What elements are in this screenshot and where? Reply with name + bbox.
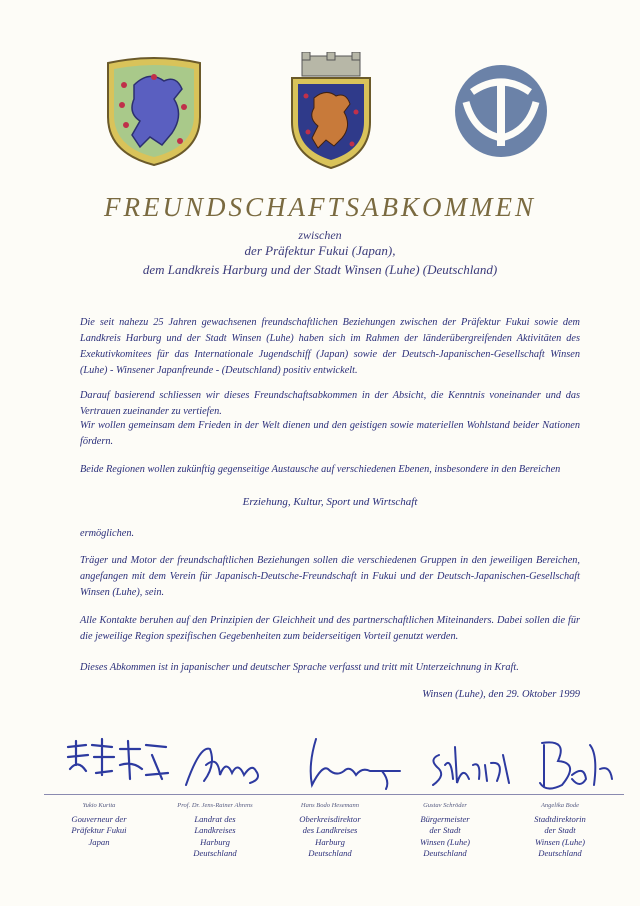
paragraph-2a: Darauf basierend schliessen wir dieses Freundschaftsabkommen in der Absicht, die Kenntnis voneinander und das Vertrauen zueinander zu vertiefen. [80,390,580,417]
signatory-role: Gouverneur der [71,813,127,824]
signatory-role: des Landkreises [302,825,358,835]
signature-ahrens [180,735,270,791]
signatory-ahrens [160,800,270,860]
paragraph-1: Die seit nahezu 25 Jahren gewachsenen freundschaftlichen Beziehungen zwischen der Präfektur Fukui sowie dem Landkreis Harburg und der Stadt Winsen (Luhe) haben sich im Rahmen der länderübergreifenden Aktivitäten des Exekutivkomitees für das Internationale Jugendschiff (Japan) sowie der Deutsch-Japanischen-Gesellschaft Winsen (Luhe) - Winsener Japanfreunde - (Deutschland) positiv entwickelt. [80,317,580,376]
signatory-role: Bürgermeister [420,813,470,824]
subtitle-between: zwischen [298,228,342,242]
signatory-name: Prof. Dr. Jens-Rainer Ahrens [177,802,253,809]
signatory-name: Hans Bodo Hesemann [300,802,360,809]
paragraph-6: Dieses Abkommen ist in japanischer und deutscher Sprache verfasst und tritt mit Unterzeichnung in Kraft. [80,662,519,673]
signatory-role: Deutschland [308,848,352,858]
signatory-hesemann [275,800,385,860]
signatory-name: Angelika Bode [540,802,580,809]
harburg-crest-icon [104,55,204,167]
signatory-role: Deutschland [193,848,237,858]
signatory-bode [505,800,615,860]
paragraph-2b: Wir wollen gemeinsam dem Frieden in der Welt dienen und den geistigen sowie materiellen Wohlstand beider Nationen fördern. [80,420,580,447]
signature-hesemann [298,735,408,791]
signatory-role: Japan [88,836,110,847]
subtitle-party-harburg-winsen: dem Landkreis Harburg und der Stadt Winsen (Luhe) (Deutschland) [142,262,498,277]
winsen-crest-icon [288,52,374,170]
document-title: FREUNDSCHAFTSABKOMMEN [104,192,536,222]
signatory-role: Harburg [315,836,345,847]
subtitle-party-fukui: der Präfektur Fukui (Japan), [244,243,396,258]
signatory-role: der Stadt [544,825,576,835]
paragraph-5: Alle Kontakte beruhen auf den Prinzipien der Gleichheit und des partnerschaftlichen Miteinanders. Dabei sollen die für die jeweilige Region spezifischen Gegebenheiten zum beiderseitigen Vorteil genutzt werden. [80,615,580,642]
paragraph-3-end: ermöglichen. [80,528,135,539]
signatory-role: Landrat des [194,813,236,824]
signatory-name: Gustav Schröder [423,802,467,809]
signatory-role: Winsen (Luhe) [420,836,470,847]
signatory-role: Landkreises [194,825,236,835]
signatory-role: Deutschland [423,848,467,858]
signatory-role: Winsen (Luhe) [535,836,585,847]
fukui-emblem-icon [452,62,550,160]
signature-kurita [62,735,172,791]
signatory-role: Harburg [200,836,230,847]
signatory-kurita [44,800,154,848]
paragraph-4: Träger und Motor der freundschaftlichen Beziehungen sollen die verschiedenen Gruppen in den jeweiligen Bereichen, angefangen mit dem Verein für Japanisch-Deutsche-Freundschaft in Fukui und der Deutsch-Japanischen-Gesellschaft Winsen (Luhe), sein. [80,555,580,598]
signatory-role: Präfektur Fukui [71,825,127,835]
signatory-role: Stadtdirektorin [534,813,586,824]
signature-schroeder [425,735,517,791]
paragraph-3: Beide Regionen wollen zukünftig gegenseitige Austausche auf verschiedenen Ebenen, insbesondere in den Bereichen [80,464,561,475]
signatory-role: Deutschland [538,848,582,858]
signatory-role: Oberkreisdirektor [299,813,361,824]
paragraph-3-areas: Erziehung, Kultur, Sport und Wirtschaft [242,496,418,508]
place-date: Winsen (Luhe), den 29. Oktober 1999 [422,689,580,700]
signatory-schroeder [390,800,500,860]
signature-bode [528,735,618,795]
signatory-role: der Stadt [429,825,461,835]
signature-line [44,794,624,795]
signatory-name: Yukio Kurita [82,802,116,809]
